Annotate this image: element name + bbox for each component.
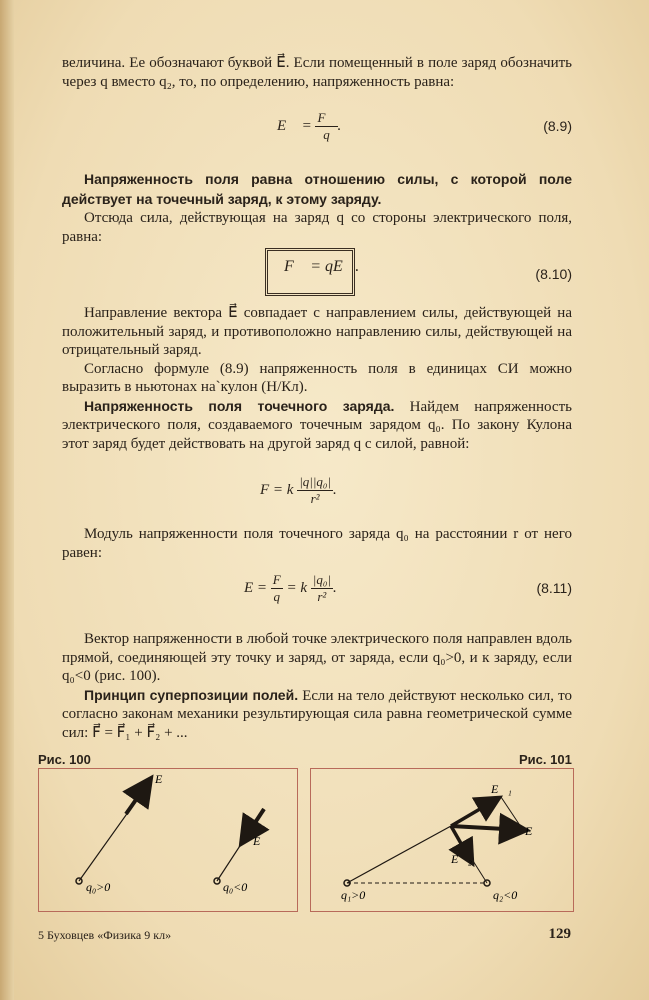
equation-8-10: F⃗ = qE⃗. (8.10) — [284, 258, 572, 282]
paragraph-vector-direction: Вектор напряженности в любой точке электрического поля направлен вдоль прямой, соединяющей эту точку и заряд, от заряда, если q₀>0, и к заряду, если q₀<0 (рис. 100). Принцип суперпозиции полей. Если на тело действуют несколько сил, то согласно законам механики результирующая сила равна геометрической сумме сил: F⃗ = F⃗₁ + F⃗₂ + ... — [62, 631, 572, 741]
parallelogram-side — [501, 797, 523, 830]
equation-number: (8.11) — [536, 580, 572, 596]
line-q1 — [347, 826, 451, 883]
svg-text:E⃗: E⃗ — [155, 772, 172, 786]
svg-text:q₂<0: q₂<0 — [493, 888, 518, 902]
vector-e-positive — [126, 781, 149, 814]
svg-text:q₁>0: q₁>0 — [341, 888, 366, 902]
equation-number: (8.9) — [543, 118, 572, 134]
svg-text:E⃗₂: E⃗₂ — [451, 852, 472, 866]
figure-100-drawing — [39, 769, 297, 911]
page-binding-edge — [0, 0, 14, 1000]
definition-paragraph: Напряженность поля равна отношению силы, с которой поле действует на точечный заряд, к этому заряду. Отсюда сила, действующая на заряд q со стороны электрического поля, равна: — [62, 171, 572, 245]
footer-signature: 5 Буховцев «Физика 9 кл» — [38, 928, 172, 942]
figure-100 — [38, 768, 298, 912]
figure-101-drawing — [311, 769, 573, 911]
vector-e1 — [451, 799, 497, 826]
paragraph-point-charge: Модуль напряженности поля точечного заряда q₀ на расстоянии r от него равен: — [62, 526, 572, 561]
page-number: 129 — [548, 926, 571, 942]
svg-text:E⃗: E⃗ — [253, 834, 270, 848]
svg-text:E⃗₁: E⃗₁ — [491, 782, 512, 796]
paragraph-direction: Направление вектора E⃗ совпадает с направлением силы, действующей на положительный заряд, и противоположно направлению силы, действующей на отрицательный заряд. Согласно формуле (8.9) напряженность поля в единицах СИ можно выразить в ньютонах на`кулон (Н/Кл). Напряженность поля точечного заряда. Найдем напряженность электрического поля, создаваемого точечным зарядом q₀. По закону Кулона этот заряд будет действовать на другой заряд q с силой, равной: — [62, 305, 572, 452]
svg-text:E⃗: E⃗ — [525, 824, 542, 838]
equation-number: (8.10) — [535, 266, 572, 282]
figure-101 — [310, 768, 574, 912]
equation-8-11: E = $\frac{F}{q}$ = k $\frac{\text{|q₀|}}{\text{r²}}$ . (8.11) — [244, 572, 572, 604]
equation-8-9: E⃗ = $\frac{F⃗}{q}$ . (8.9) — [277, 110, 572, 142]
paragraph-intro: величина. Ее обозначают буквой E⃗. Если помещенный в поле заряд обозначить через q вместо q₂, то, по определению, напряженность равна: — [62, 55, 572, 90]
figure-100-caption: Рис. 100 — [38, 752, 91, 767]
svg-text:q₀>0: q₀>0 — [86, 880, 111, 894]
vector-e-sum — [451, 826, 523, 830]
equation-coulomb: F = k $\frac{\text{|q||q₀|}}{\text{r²}}$ . — [260, 474, 337, 506]
figure-101-caption: Рис. 101 — [519, 752, 572, 767]
svg-text:q₀<0: q₀<0 — [223, 880, 248, 894]
